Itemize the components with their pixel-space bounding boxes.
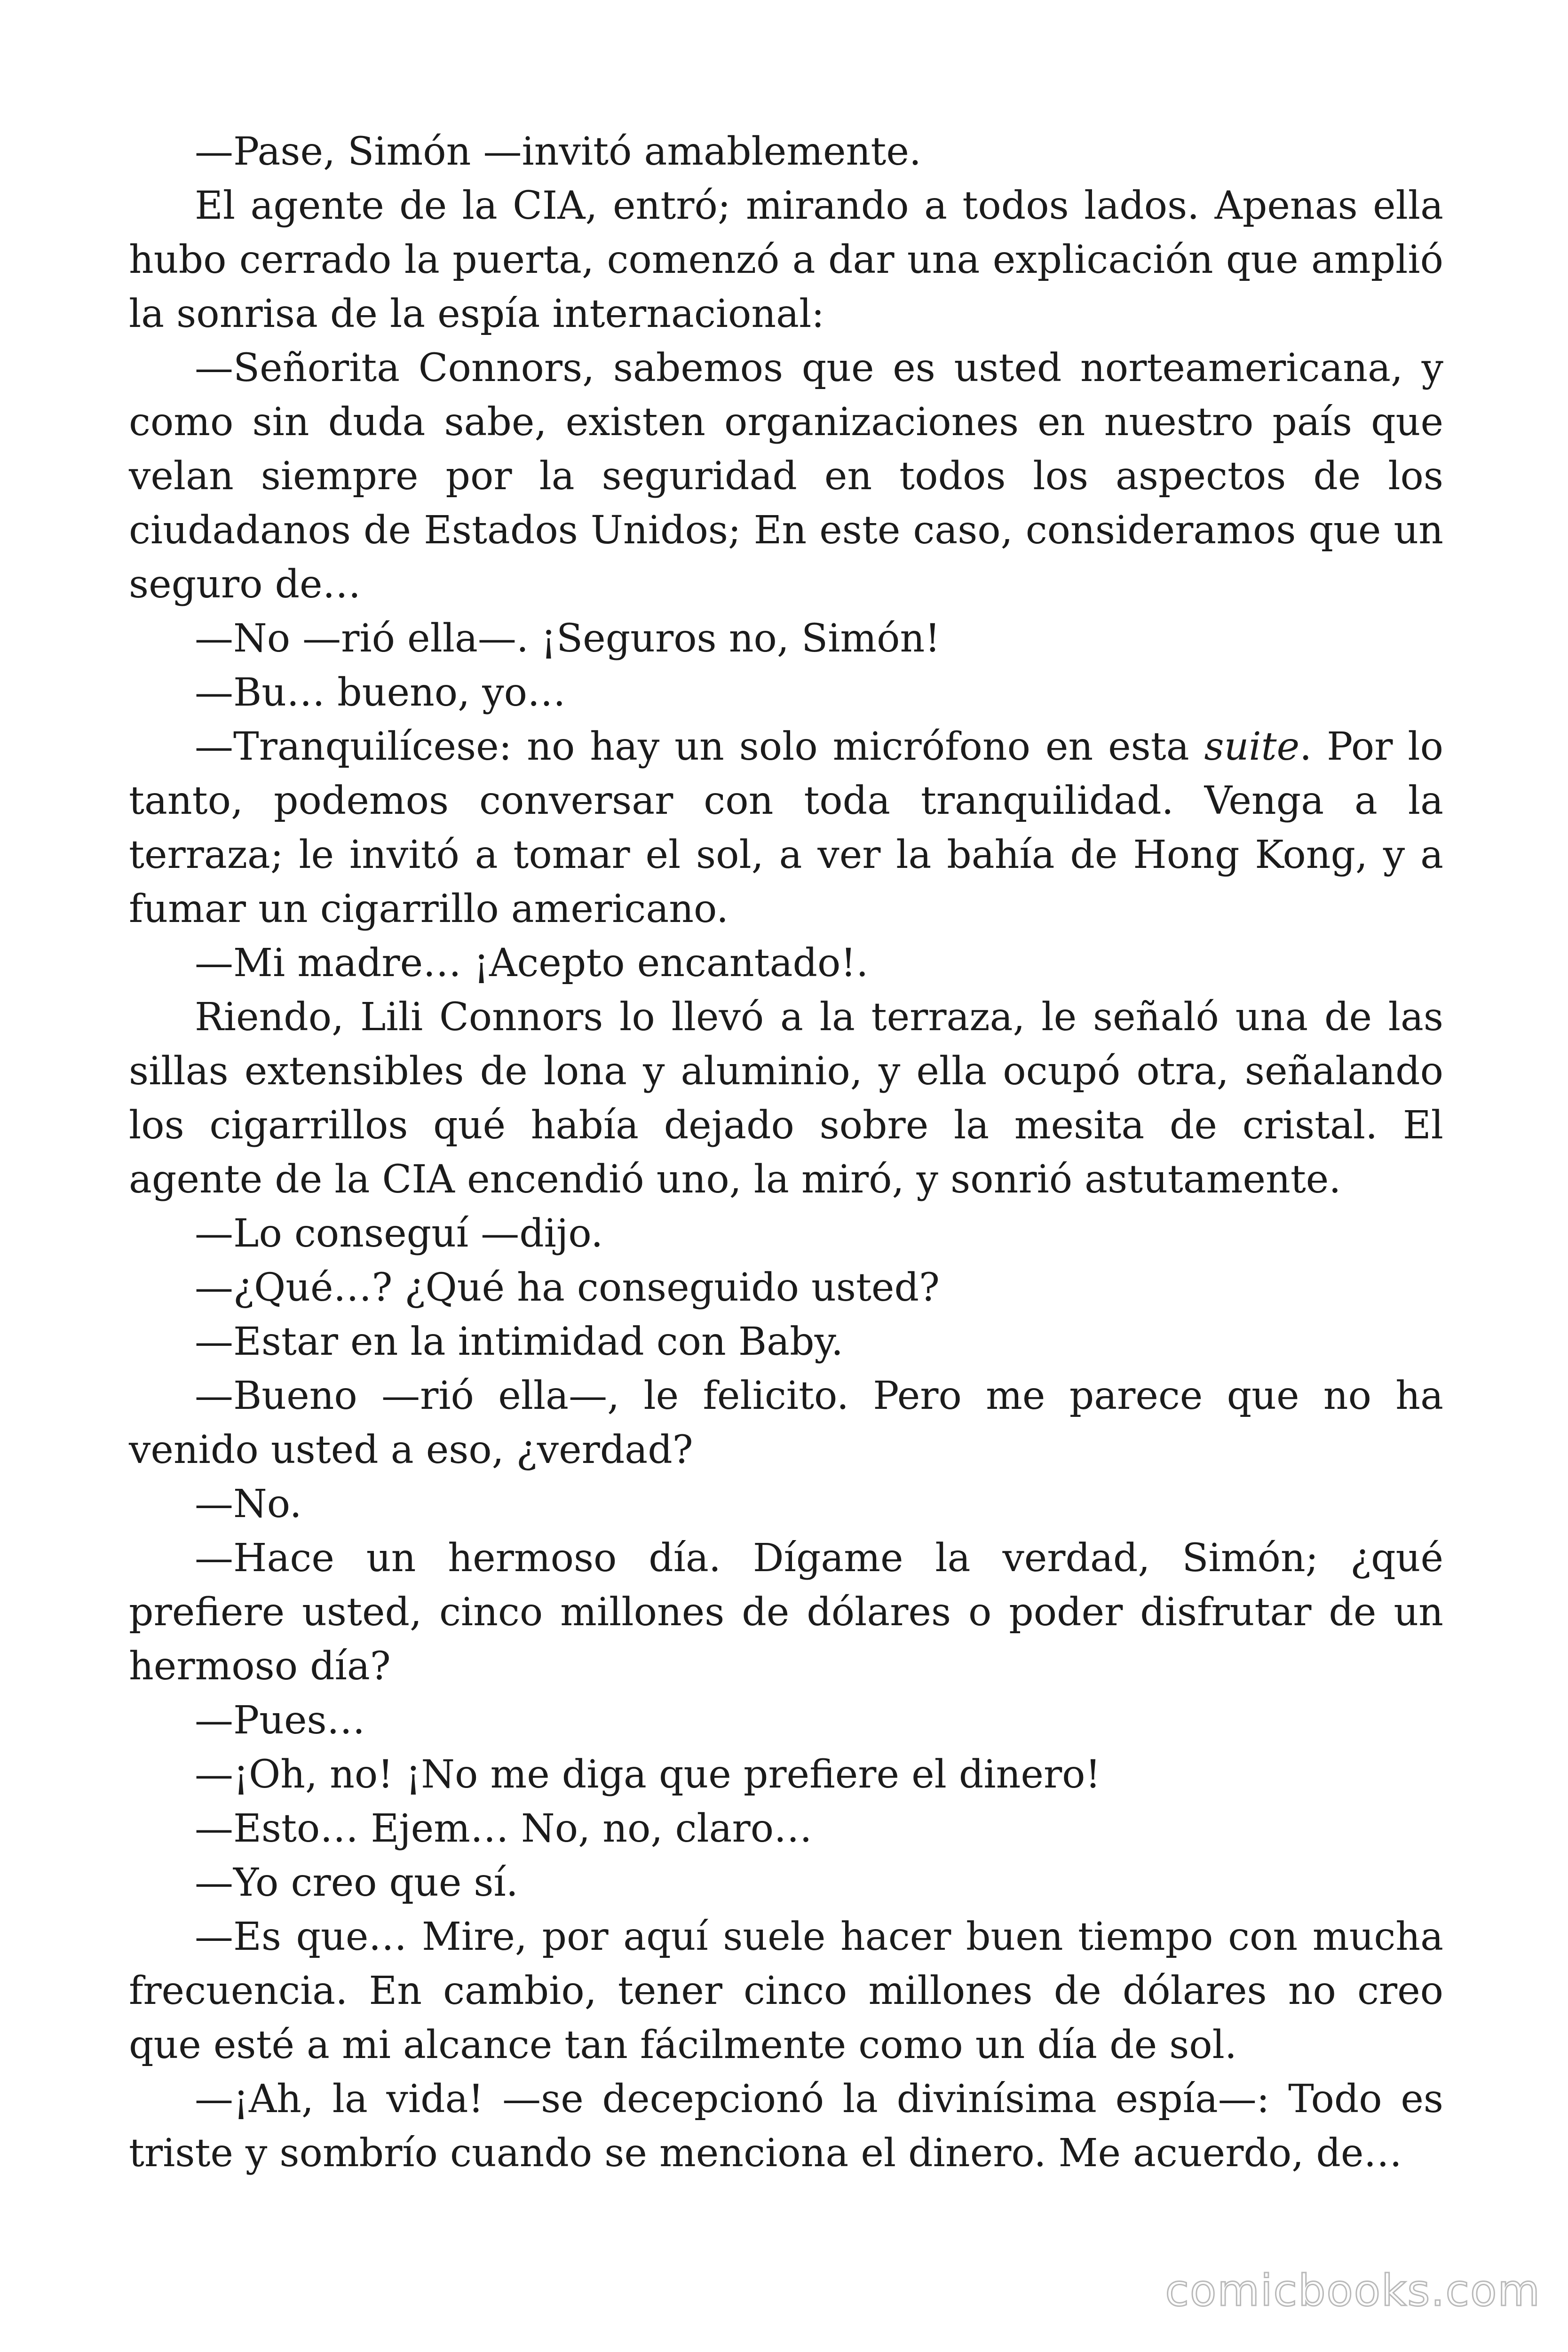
paragraph: —Mi madre… ¡Acepto encantado!. [195,941,869,985]
paragraph: Riendo, Lili Connors lo llevó a la terraza, le señaló una de las sillas extensibles de lona y aluminio, y ella ocupó otra, señalando los cigarrillos qué había dejado sobre la mesita de cristal. El agente de la CIA encendió uno, la miró, y sonrió astutamente. [129,995,1443,1202]
paragraph: —Bueno —rió ella—, le felicito. Pero me parece que no ha venido usted a eso, ¿verdad? [129,1374,1443,1472]
paragraph: —No —rió ella—. ¡Seguros no, Simón! [195,616,941,661]
paragraph [129,720,1443,936]
paragraph: —Hace un hermoso día. Dígame la verdad, Simón; ¿qué prefiere usted, cinco millones de dólares o poder disfrutar de un hermoso día? [129,1536,1443,1689]
paragraph: —¿Qué…? ¿Qué ha conseguido usted? [195,1265,940,1310]
book-page-text [129,125,1443,2180]
paragraph: —Lo conseguí —dijo. [195,1211,603,1256]
paragraph: El agente de la CIA, entró; mirando a todos lados. Apenas ella hubo cerrado la puerta, comenzó a dar una explicación que amplió la sonrisa de la espía internacional: [129,183,1443,336]
paragraph: —Estar en la intimidad con Baby. [195,1319,844,1364]
italic-word: suite [1204,724,1300,769]
paragraph-text-after: . Por lo tanto, podemos conversar con toda tranquilidad. Venga a la terraza; le invitó a tomar el sol, a ver la bahía de Hong Kong, y a fumar un cigarrillo americano. [129,724,1443,931]
paragraph: —Esto… Ejem… No, no, claro… [195,1806,813,1851]
paragraph: —Bu… bueno, yo… [195,670,566,715]
paragraph: —Señorita Connors, sabemos que es usted norteamericana, y como sin duda sabe, existen organizaciones en nuestro país que velan siempre por la seguridad en todos los aspectos de los ciudadanos de Estados Unidos; En este caso, consideramos que un seguro de… [129,346,1443,607]
paragraph: —Es que… Mire, por aquí suele hacer buen tiempo con mucha frecuencia. En cambio, tener cinco millones de dólares no creo que esté a mi alcance tan fácilmente como un día de sol. [129,1915,1443,2067]
watermark: comicbooks.com [1165,2265,1541,2316]
paragraph: —Pues… [195,1698,365,1743]
paragraph: —Yo creo que sí. [195,1860,518,1905]
paragraph: —No. [195,1482,302,1526]
paragraph: —Pase, Simón —invitó amablemente. [195,129,921,174]
paragraph: —¡Ah, la vida! —se decepcionó la divinísima espía—: Todo es triste y sombrío cuando se menciona el dinero. Me acuerdo, de… [129,2077,1443,2176]
paragraph: —¡Oh, no! ¡No me diga que prefiere el dinero! [195,1752,1101,1797]
paragraph-text-before: —Tranquilícese: no hay un solo micrófono en esta [195,724,1204,769]
